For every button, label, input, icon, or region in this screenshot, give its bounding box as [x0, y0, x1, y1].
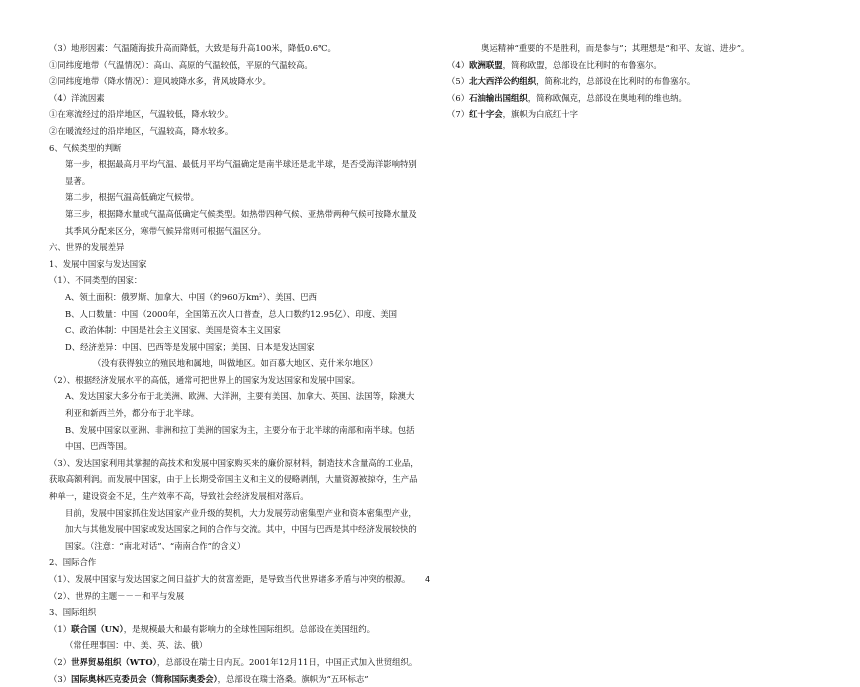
- list-item: B、人口数量：中国（2000年，全国第五次人口普查，总人口数约12.95亿）、印度、美国: [65, 308, 397, 319]
- org-index: （7）: [447, 109, 470, 120]
- paragraph-step3: 第三步，根据降水量或气温高低确定气候类型。如热带四种气候、亚热带两种气候可按降水量及其季风分配来区分，寒带气候异常则可根据气温区分。: [65, 208, 417, 236]
- org-desc: ，简称北约，总部设在比利时的布鲁塞尔。: [536, 76, 696, 87]
- text-line: （4）洋流因素: [49, 92, 105, 103]
- page-number: 4: [425, 575, 431, 584]
- org-item: [447, 57, 827, 74]
- org-name: 国际奥林匹克委员会（简称国际奥委会）: [71, 673, 218, 684]
- org-item: [49, 654, 421, 671]
- org-desc: ，简称欧盟，总部设在比利时的布鲁塞尔。: [502, 59, 662, 70]
- org-index: （5）: [447, 76, 470, 87]
- org-name: 石油输出国组织: [469, 92, 528, 103]
- paragraph: （2）、世界的主题－－－和平与发展: [49, 590, 185, 601]
- org-item: [447, 73, 827, 90]
- org-index: （6）: [447, 92, 470, 103]
- paragraph-step1: 第一步，根据最高月平均气温、最低月平均气温确定是南半球还是北半球，是否受海洋影响特别显著。: [65, 159, 417, 186]
- list-item: D、经济差异：中国、巴西等是发展中国家；美国、日本是发达国家: [65, 341, 315, 352]
- right-column: [447, 40, 827, 123]
- org-index: （1）: [49, 623, 72, 634]
- org-index: （3）: [49, 673, 72, 684]
- subsection-heading: 3、国际组织: [49, 607, 97, 618]
- list-item: A、领土面积：俄罗斯、加拿大、中国（约960万km²）、美国、巴西: [65, 291, 317, 302]
- subsection-heading: 1、发展中国家与发达国家: [49, 258, 147, 269]
- section-heading: 六、世界的发展差异: [49, 242, 125, 253]
- paragraph: （2）、根据经济发展水平的高低，通常可把世界上的国家为发达国家和发展中国家。: [49, 374, 361, 385]
- org-name: 联合国（UN）: [71, 623, 124, 634]
- section-heading: 6、气候类型的判断: [49, 142, 122, 153]
- org-item: [447, 90, 827, 107]
- org-desc: ，总部设在瑞士洛桑。旗帜为“五环标志”: [217, 673, 369, 684]
- org-desc: ，简称欧佩克，总部设在奥地利的维也纳。: [527, 92, 687, 103]
- list-item: C、政治体制：中国是社会主义国家、美国是资本主义国家: [65, 325, 281, 336]
- paragraph: （3）、发达国家利用其掌握的高技术和发展中国家购买来的廉价原材料，制造技术含量高的工业品，获取高额利润。而发展中国家，由于上长期受帝国主义和主义的侵略剥削，大量资源被掠夺，生产品种单一，建设资金不足，生产效率不高，导致社会经济发展相对落后。: [49, 457, 419, 502]
- org-name: 红十字会: [469, 109, 503, 120]
- org-index: （4）: [447, 59, 470, 70]
- text-line: ②同纬度地带（降水情况）：迎风坡降水多，背风坡降水少。: [49, 76, 271, 87]
- org-name: 世界贸易组织（WTO）: [71, 656, 157, 667]
- list-heading: （1）、不同类型的国家：: [49, 275, 143, 286]
- paragraph: （1）、发展中国家与发达国家之间日益扩大的贫富差距，是导致当代世界诸多矛盾与冲突的根源。: [49, 574, 411, 584]
- paragraph: 奥运精神“重要的不是胜利，而是参与”；其理想是“和平、友谊、进步”。: [481, 43, 750, 53]
- org-desc: ，总部设在瑞士日内瓦。2001年12月11日，中国正式加入世贸组织。: [156, 656, 418, 667]
- org-item: [49, 621, 421, 638]
- note-text: （常任理事国：中、美、英、法、俄）: [65, 640, 208, 651]
- paragraph: 目前，发展中国家抓住发达国家产业升级的契机，大力发展劳动密集型产业和资本密集型产业，加大与其他发展中国家或发达国家之间的合作与交流。其中，中国与巴西是其中经济发展较快的国家。（注意：“南北对话”、“南南合作”的含义）: [65, 507, 417, 551]
- text-line: ①在寒流经过的沿岸地区，气温较低，降水较少。: [49, 109, 234, 120]
- org-index: （2）: [49, 656, 72, 667]
- org-item: [49, 671, 421, 687]
- text-line: ①同纬度地带（气温情况）：高山、高原的气温较低，平原的气温较高。: [49, 59, 313, 70]
- org-name: 北大西洋公约组织: [469, 76, 537, 87]
- text-line: ②在暖流经过的沿岸地区，气温较高，降水较多。: [49, 125, 234, 136]
- org-item: [447, 106, 827, 123]
- org-desc: ，旗帜为白底红十字: [502, 109, 578, 120]
- org-desc: ，是规模最大和最有影响力的全球性国际组织。总部设在美国纽约。: [123, 623, 375, 634]
- paragraph-step2: 第二步，根据气温高低确定气候带。: [65, 192, 199, 203]
- org-name: 欧洲联盟: [469, 59, 503, 70]
- paragraph: B、发展中国家以亚洲、非洲和拉丁美洲的国家为主，主要分布于北半球的南部和南半球。包括中国、巴西等国。: [65, 424, 415, 452]
- paragraph: A、发达国家大多分布于北美洲、欧洲、大洋洲，主要有美国、加拿大、英国、法国等，除澳大利亚和新西兰外，都分布于北半球。: [65, 391, 415, 419]
- text-line: （3）地形因素：气温随海拔升高而降低，大致是每升高100米，降低0.6℃。: [49, 43, 336, 53]
- subsection-heading: 2、国际合作: [49, 557, 97, 568]
- note-text: （没有获得独立的殖民地和属地，叫做地区。如百慕大地区、克什米尔地区）: [93, 358, 378, 369]
- left-column: [49, 40, 421, 687]
